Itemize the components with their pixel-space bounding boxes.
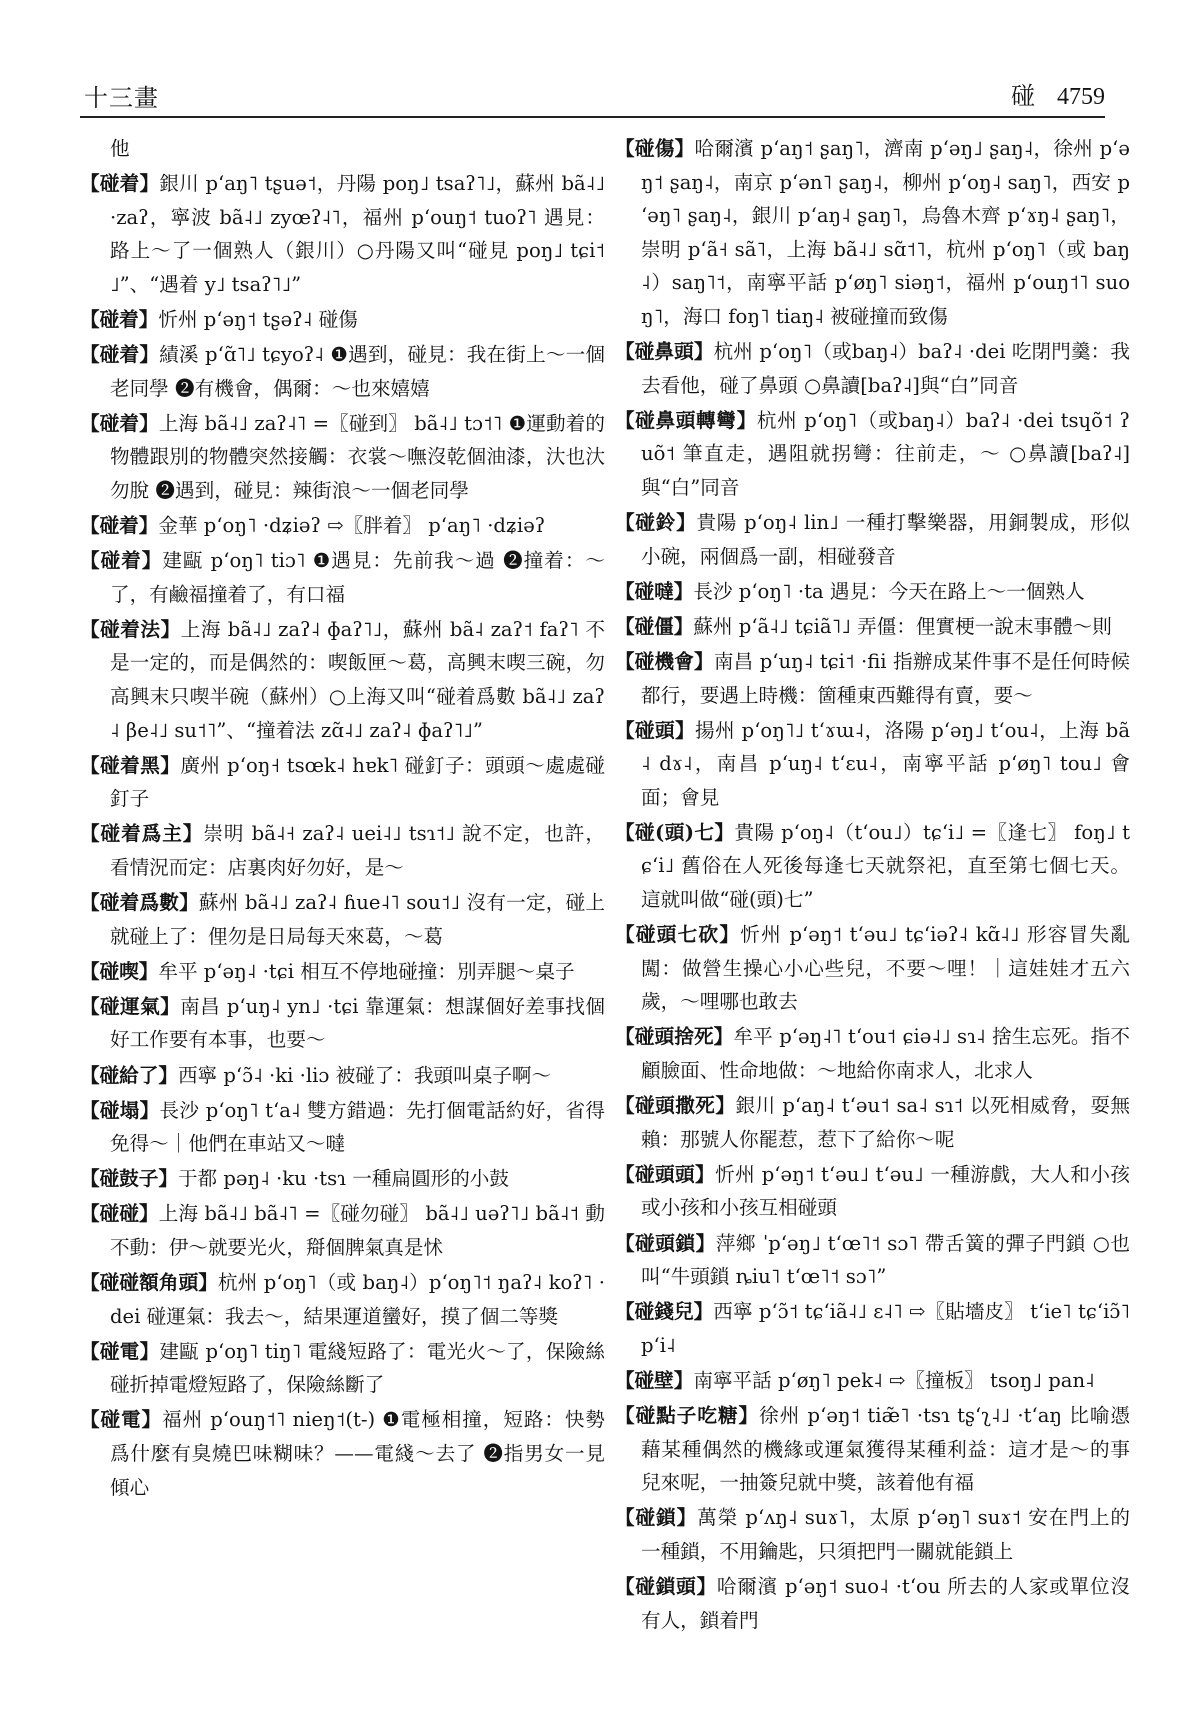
entry-headword: 【碰着】: [80, 172, 160, 196]
entry-headword: 【碰鎖頭】: [615, 1574, 717, 1598]
entry-body: 上海 bã˨˩ zaʔ˨˥ =〖碰到〗 bã˨˩ tɔ˦˥ ❶運動着的物體跟別的物體突然接觸：衣裳～嘸沒乾個油漆，汏也汏勿脫 ❷遇到，碰見：辣街浪～一個老同學: [110, 411, 606, 502]
entry-headword: 【碰鼓子】: [80, 1167, 178, 1191]
running-head-char: 碰: [1011, 82, 1035, 110]
entry-body: 于都 pəŋ˨ ·ku ·tsɿ 一種扁圓形的小鼓: [177, 1167, 509, 1191]
dictionary-entry: [80, 955, 605, 989]
dictionary-entry: [615, 132, 1130, 334]
entry-headword: 【碰點子吃糖】: [615, 1403, 760, 1427]
entry-body: 金華 pʻoŋ˥ ·dʑiəʔ ⇨〖胖着〗 pʻaŋ˥ ·dʑiəʔ: [158, 514, 546, 538]
entry-headword: 【碰着黑】: [80, 753, 181, 777]
entry-body: 建甌 pʻoŋ˥ tiɔ˥ ❶遇見：先前我～過 ❷撞着：～了，有鹼福撞着了，有口福: [110, 549, 606, 606]
entry-body: 建甌 pʻoŋ˥ tiŋ˥ 電綫短路了：電光火～了，保險絲碰折掉電燈短路了，保險絲斷了: [110, 1339, 605, 1397]
dictionary-entry: [80, 132, 605, 166]
entry-headword: 【碰喫】: [80, 959, 159, 983]
dictionary-entry: [615, 610, 1130, 644]
entry-body: 福州 pʻouŋ˦˥ nieŋ˦(t-) ❶電極相撞，短路：快勢爲什麼有臭燒巴味糊味？——電綫～去了 ❷指男女一見傾心: [110, 1408, 605, 1499]
entry-body: 蘇州 pʻã˨˩ tɕiã˥˩ 弄僵：俚實梗一說末事體～則: [693, 614, 1112, 638]
entry-body: 忻州 pʻəŋ˦ tʻəu˩ tʻəu˩ 一種游戲，大人和小孩或小孩和小孩互相碰頭: [641, 1162, 1130, 1220]
dictionary-entry: [80, 749, 605, 816]
dictionary-entry: [615, 918, 1130, 1019]
entry-body: 銀川 pʻaŋ˥ tʂuə˦，丹陽 poŋ˩ tsaʔ˥˩，蘇州 bã˨˩ ·zaʔ，寧波 bã˨˩ zyœʔ˨˥，福州 pʻouŋ˦ tuoʔ˥ 遇見：路上～了一個熟人（銀川）○丹陽又叫“碰見 poŋ˩ tɕi˦˩”、“遇着 y˩ tsaʔ˥˩”: [110, 172, 606, 296]
dictionary-entry: [615, 714, 1130, 815]
dictionary-entry: [80, 509, 605, 543]
dictionary-entry: [615, 1501, 1130, 1568]
dictionary-entry: [80, 1197, 605, 1264]
dictionary-entry: [615, 335, 1130, 402]
entry-headword: 【碰頭捨死】: [615, 1025, 734, 1049]
entry-headword: 【碰壁】: [615, 1368, 694, 1392]
dictionary-entry: [80, 1266, 605, 1333]
left-column: [80, 132, 605, 1506]
entry-headword: 【碰着法】: [80, 617, 181, 641]
entry-headword: 【碰頭頭】: [615, 1162, 716, 1186]
entry-headword: 【碰僵】: [615, 614, 694, 638]
entry-headword: 【碰着】: [80, 307, 159, 331]
entry-headword: 【碰着】: [80, 343, 160, 367]
entry-body: 蘇州 bã˨˩ zaʔ˨ ɦue˨˥ sou˦˩ 沒有一定，碰上就碰上了：俚勿是日局每天來葛，～葛: [110, 891, 606, 948]
entry-body: 哈爾濱 pʻaŋ˦ ʂaŋ˥，濟南 pʻəŋ˩ ʂaŋ˨，徐州 pʻəŋ˦ ʂaŋ˨，南京 pʻən˥ ʂaŋ˨，柳州 pʻoŋ˨ saŋ˥，西安 pʻəŋ˥ ʂaŋ˨，銀川 pʻaŋ˨ ʂaŋ˥，烏魯木齊 pʻɤŋ˨ ʂaŋ˥，崇明 pʻã˧ sã˥，上海 bã˨˩ sɑ̃˦˥，杭州 pʻoŋ˥（或 baŋ˨）saŋ˥˦，南寧平話 pʻøŋ˥ siəŋ˦，福州 pʻouŋ˦˥ suoŋ˥，海口 foŋ˥ tiaŋ˨ 被碰撞而致傷: [641, 137, 1131, 328]
dictionary-entry: [615, 1089, 1130, 1156]
entry-body: 崇明 bã˨˧ zaʔ˨ uei˨˩ tsɿ˦˩ 說不定，也許，看情況而定：店裏肉好勿好，是～: [110, 822, 606, 879]
entry-headword: 【碰傷】: [615, 137, 695, 160]
dictionary-entry: [80, 1059, 605, 1093]
dictionary-entry: [615, 575, 1130, 609]
entry-body: 銀川 pʻaŋ˨ tʻəu˦ sa˨ sɿ˦ 以死相威脅，耍無賴：那號人你罷惹，惹下了給你～呢: [641, 1094, 1131, 1151]
entry-headword: 【碰(頭)七】: [615, 820, 735, 844]
entry-headword: 【碰給了】: [80, 1063, 178, 1087]
section-title: 十三畫: [84, 84, 159, 112]
entry-headword: 【碰碰額角頭】: [80, 1271, 219, 1295]
entry-headword: 【碰電】: [80, 1339, 160, 1363]
dictionary-entry: [615, 506, 1130, 573]
entry-body: 績溪 pʻɑ̃˥˩ tɕyoʔ˨ ❶遇到，碰見：我在街上～一個老同學 ❷有機會，偶爾：～也來嬉嬉: [110, 343, 605, 400]
entry-body: 西寧 pʻɔ̃˦ tɕʻiã˨˩ ɛ˨˥ ⇨〖貼墻皮〗 tʻie˥ tɕʻiɔ̃˥ pʻi˨: [641, 1300, 1130, 1357]
entry-body: 杭州 pʻoŋ˥（或baŋ˨）baʔ˨ ·dei tsɥõ˦ ʔuõ˦ 筆直走，遇阻就拐彎：往前走，～ ○鼻讀[baʔ˨]與“白”同音: [641, 408, 1131, 499]
entry-headword: 【碰着爲主】: [80, 822, 204, 846]
entry-headword: 【碰運氣】: [80, 994, 181, 1018]
dictionary-entry: [615, 645, 1130, 712]
entry-body: 徐州 pʻəŋ˦ tiæ̃˥ ·tsɿ tʂʻʅ˨˩ ·tʻaŋ 比喻憑藉某種偶然的機緣或運氣獲得某種利益：這才是～的事兒來呢，一抽簽兒就中獎，該着他有福: [641, 1403, 1130, 1495]
dictionary-entry: [80, 817, 605, 884]
entry-body: 南昌 pʻuŋ˨ tɕi˦ ·fii 指辦成某件事不是任何時候都行，要遇上時機：箇種東西難得有賣，要～: [641, 649, 1130, 707]
entry-body: 上海 bã˨˩ zaʔ˨ ɸaʔ˥˩，蘇州 bã˨ zaʔ˦ faʔ˥ 不是一定的，而是偶然的：喫飯匣～葛，高興末喫三碗，勿高興末只喫半碗（蘇州）○上海又叫“碰着爲數 bã˨˩ zaʔ˨ βe˨˩ su˦˥”、“撞着法 zɑ̃˨˩ zaʔ˨ ɸaʔ˥˩”: [110, 617, 606, 742]
right-column: [615, 132, 1130, 1639]
running-head: [1011, 76, 1105, 111]
entry-body: 長沙 pʻoŋ˥ ·ta 遇見：今天在路上～一個熟人: [693, 579, 1085, 603]
dictionary-entry: [80, 338, 605, 405]
entry-headword: 【碰頭】: [615, 718, 696, 742]
entry-headword: 【碰着】: [80, 411, 159, 435]
page-header: [80, 70, 1105, 118]
entry-headword: 【碰噠】: [615, 579, 694, 603]
entry-body: 杭州 pʻoŋ˥（或baŋ˨）baʔ˨ ·dei 吃閉門羹：我去看他，碰了鼻頭 ○鼻讀[baʔ˨]與“白”同音: [641, 340, 1130, 397]
dictionary-entry: [615, 1158, 1130, 1225]
dictionary-entry: [615, 1020, 1130, 1087]
entry-body: 牟平 pʻəŋ˨˥ tʻou˦ ɕiə˨˩ sɿ˨ 捨生忘死。指不顧臉面、性命地做：～地給你南求人，北求人: [641, 1025, 1130, 1083]
entry-body: 忻州 pʻəŋ˦ tʂəʔ˨ 碰傷: [158, 307, 358, 331]
entry-body: 他: [110, 137, 130, 160]
entry-body: 貴陽 pʻoŋ˨（tʻou˩）tɕʻi˩ =〖逢七〗 foŋ˩ tɕʻi˩ 舊俗在人死後每逢七天就祭祀，直至第七個七天。這就叫做“碰(頭)七”: [641, 820, 1131, 912]
entry-body: 萬榮 pʻʌŋ˨ suɤ˥，太原 pʻəŋ˥ suɤ˦ 安在門上的一種鎖，不用鑰匙，只須把門一關就能鎖上: [641, 1506, 1131, 1563]
dictionary-entry: [80, 1335, 605, 1402]
dictionary-entry: [615, 1295, 1130, 1362]
page-number: 4759: [1057, 84, 1105, 110]
dictionary-entry: [80, 544, 605, 611]
entry-headword: 【碰電】: [80, 1408, 163, 1432]
entry-body: 貴陽 pʻoŋ˨ lin˩ 一種打擊樂器，用銅製成，形似小碗，兩個爲一副，相碰發音: [641, 511, 1131, 568]
dictionary-entry: [615, 404, 1130, 505]
entry-headword: 【碰頭七砍】: [615, 923, 741, 947]
dictionary-entry: [615, 1399, 1130, 1500]
entry-headword: 【碰塌】: [80, 1098, 160, 1122]
entry-headword: 【碰着】: [80, 514, 159, 538]
entry-headword: 【碰機會】: [615, 649, 714, 673]
entry-body: 西寧 pʻɔ̃˨ ·ki ·liɔ 被碰了：我頭叫桌子啊～: [177, 1063, 552, 1087]
entry-headword: 【碰錢兒】: [615, 1300, 714, 1324]
entry-body: 揚州 pʻoŋ˥˩ tʻɤɯ˨，洛陽 pʻəŋ˩ tʻou˨，上海 bã˨ dɤ˨，南昌 pʻuŋ˨ tʻɛu˨，南寧平話 pʻøŋ˥ tou˩ 會面；會見: [641, 718, 1130, 809]
entry-headword: 【碰鈴】: [615, 511, 697, 535]
dictionary-entry: [615, 1570, 1130, 1637]
entry-body: 上海 bã˨˩ bã˨˥ =〖碰勿碰〗 bã˨˩ uəʔ˥˩ bã˨˦ 動不動：伊～就要光火，搿個脾氣真是怵: [110, 1202, 606, 1259]
entry-body: 長沙 pʻoŋ˥ tʻa˨ 雙方錯過：先打個電話約好，省得免得～｜他們在車站又～噠: [110, 1098, 605, 1156]
entry-headword: 【碰頭撒死】: [615, 1094, 736, 1118]
entry-body: 忻州 pʻəŋ˦ tʻəu˩ tɕʻiəʔ˨ kɑ̃˨˩ 形容冒失亂闖：做營生操心小心些兒，不要～哩！｜這娃娃才五六歲，～哩哪也敢去: [641, 923, 1131, 1014]
entry-body: 萍鄉 ˈpʻəŋ˩ tʻœ˥˦ sɔ˥ 帶舌簧的彈子門鎖 ○也叫“牛頭鎖 ȵiu˥ tʻœ˥˦ sɔ˥”: [641, 1231, 1130, 1289]
entry-body: 南昌 pʻuŋ˨ yn˩ ·tɕi 靠運氣：想謀個好差事找個好工作要有本事，也要～: [110, 994, 606, 1052]
entry-headword: 【碰碰】: [80, 1202, 159, 1226]
dictionary-entry: [80, 886, 605, 953]
entry-body: 廣州 pʻoŋ˧ tsœk˨ hɐk˥ 碰釘子：頭頭～處處碰釘子: [110, 753, 605, 811]
entry-headword: 【碰頭鎖】: [615, 1231, 716, 1255]
entry-headword: 【碰着爲數】: [80, 891, 199, 915]
dictionary-entry: [615, 1364, 1130, 1398]
dictionary-entry: [80, 613, 605, 747]
dictionary-entry: [615, 1227, 1130, 1294]
dictionary-entry: [80, 167, 605, 301]
dictionary-entry: [80, 407, 605, 508]
entry-body: 杭州 pʻoŋ˥（或 baŋ˨）pʻoŋ˥˦ ŋaʔ˨ koʔ˥ ·dei 碰運氣：我去～，結果運道蠻好，摸了個二等獎: [110, 1271, 605, 1328]
dictionary-entry: [80, 303, 605, 337]
entry-body: 牟平 pʻəŋ˨ ·tɕi 相互不停地碰撞：別弄腿～桌子: [158, 959, 575, 983]
entry-headword: 【碰鎖】: [615, 1506, 698, 1530]
entry-headword: 【碰鼻頭轉彎】: [615, 408, 757, 432]
dictionary-entry: [80, 1094, 605, 1161]
entry-headword: 【碰着】: [80, 549, 163, 573]
entry-body: 哈爾濱 pʻəŋ˦ suo˨ ·tʻou 所去的人家或單位沒有人，鎖着門: [641, 1574, 1130, 1632]
dictionary-entry: [80, 990, 605, 1057]
dictionary-entry: [615, 816, 1130, 917]
dictionary-entry: [80, 1162, 605, 1196]
entry-headword: 【碰鼻頭】: [615, 340, 714, 364]
dictionary-entry: [80, 1403, 605, 1504]
entry-body: 南寧平話 pʻøŋ˥ pek˨ ⇨〖撞板〗 tsoŋ˩ pan˨: [693, 1368, 1095, 1392]
